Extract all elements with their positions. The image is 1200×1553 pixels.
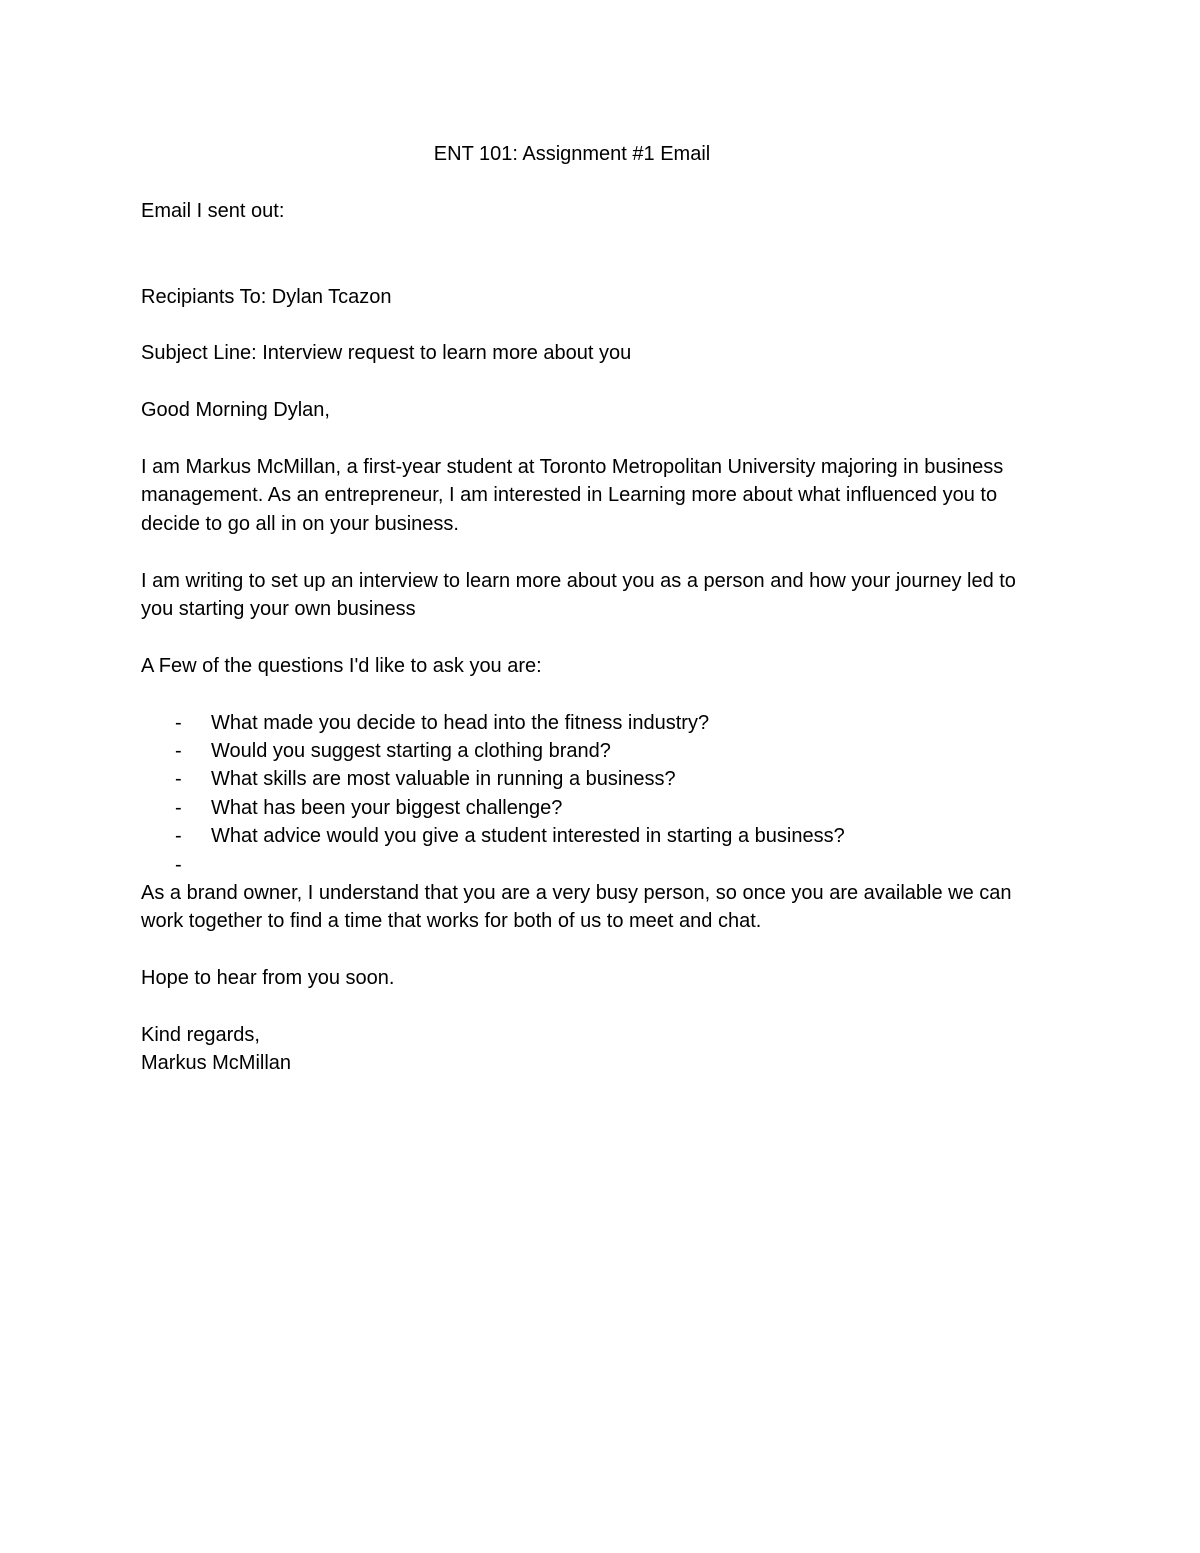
question-text: What advice would you give a student interested in starting a business? bbox=[211, 825, 845, 848]
dash-bullet: - bbox=[175, 796, 182, 819]
dash-bullet: - bbox=[175, 825, 182, 848]
spacer bbox=[141, 226, 1051, 283]
question-text: Would you suggest starting a clothing brand? bbox=[211, 740, 611, 763]
paragraph-intro: I am Markus McMillan, a first-year student at Toronto Metropolitan University majoring in business management. As an entrepreneur, I am interested in Learning more about what influenced you to decide to go all in on your business. bbox=[141, 456, 1004, 535]
list-item bbox=[141, 851, 1051, 879]
question-text: What has been your biggest challenge? bbox=[211, 796, 563, 819]
spacer bbox=[141, 680, 1051, 708]
spacer bbox=[141, 993, 1051, 1021]
closing-line: Hope to hear from you soon. bbox=[141, 967, 395, 990]
paragraph-purpose: I am writing to set up an interview to learn more about you as a person and how your journey led to you starting your own business bbox=[141, 569, 1016, 621]
recipients-line: Recipiants To: Dylan Tcazon bbox=[141, 285, 392, 308]
document-body bbox=[141, 140, 1051, 1078]
list-item bbox=[141, 737, 1051, 765]
dash-bullet: - bbox=[175, 853, 182, 876]
list-item bbox=[141, 765, 1051, 793]
subject-line: Subject Line: Interview request to learn more about you bbox=[141, 342, 632, 365]
dash-bullet: - bbox=[175, 740, 182, 763]
intro-label: Email I sent out: bbox=[141, 200, 285, 223]
questions-list bbox=[141, 709, 1051, 879]
signature-name: Markus McMillan bbox=[141, 1052, 292, 1075]
spacer bbox=[141, 538, 1051, 566]
questions-intro: A Few of the questions I'd like to ask you are: bbox=[141, 654, 542, 677]
list-item bbox=[141, 794, 1051, 822]
question-text: What skills are most valuable in running a business? bbox=[211, 768, 676, 791]
document-title: ENT 101: Assignment #1 Email bbox=[433, 143, 711, 165]
spacer bbox=[141, 623, 1051, 651]
list-item bbox=[141, 822, 1051, 850]
question-text: What made you decide to head into the fitness industry? bbox=[211, 711, 710, 734]
sign-off: Kind regards, bbox=[141, 1024, 260, 1047]
dash-bullet: - bbox=[175, 768, 182, 791]
greeting: Good Morning Dylan, bbox=[141, 399, 330, 422]
list-item bbox=[141, 709, 1051, 737]
dash-bullet: - bbox=[175, 711, 182, 734]
spacer bbox=[141, 425, 1051, 453]
paragraph-availability: As a brand owner, I understand that you are a very busy person, so once you are available we can work together to find a time that works for both of us to meet and chat. bbox=[141, 882, 1012, 933]
spacer bbox=[141, 936, 1051, 964]
spacer bbox=[141, 368, 1051, 396]
spacer bbox=[141, 311, 1051, 339]
